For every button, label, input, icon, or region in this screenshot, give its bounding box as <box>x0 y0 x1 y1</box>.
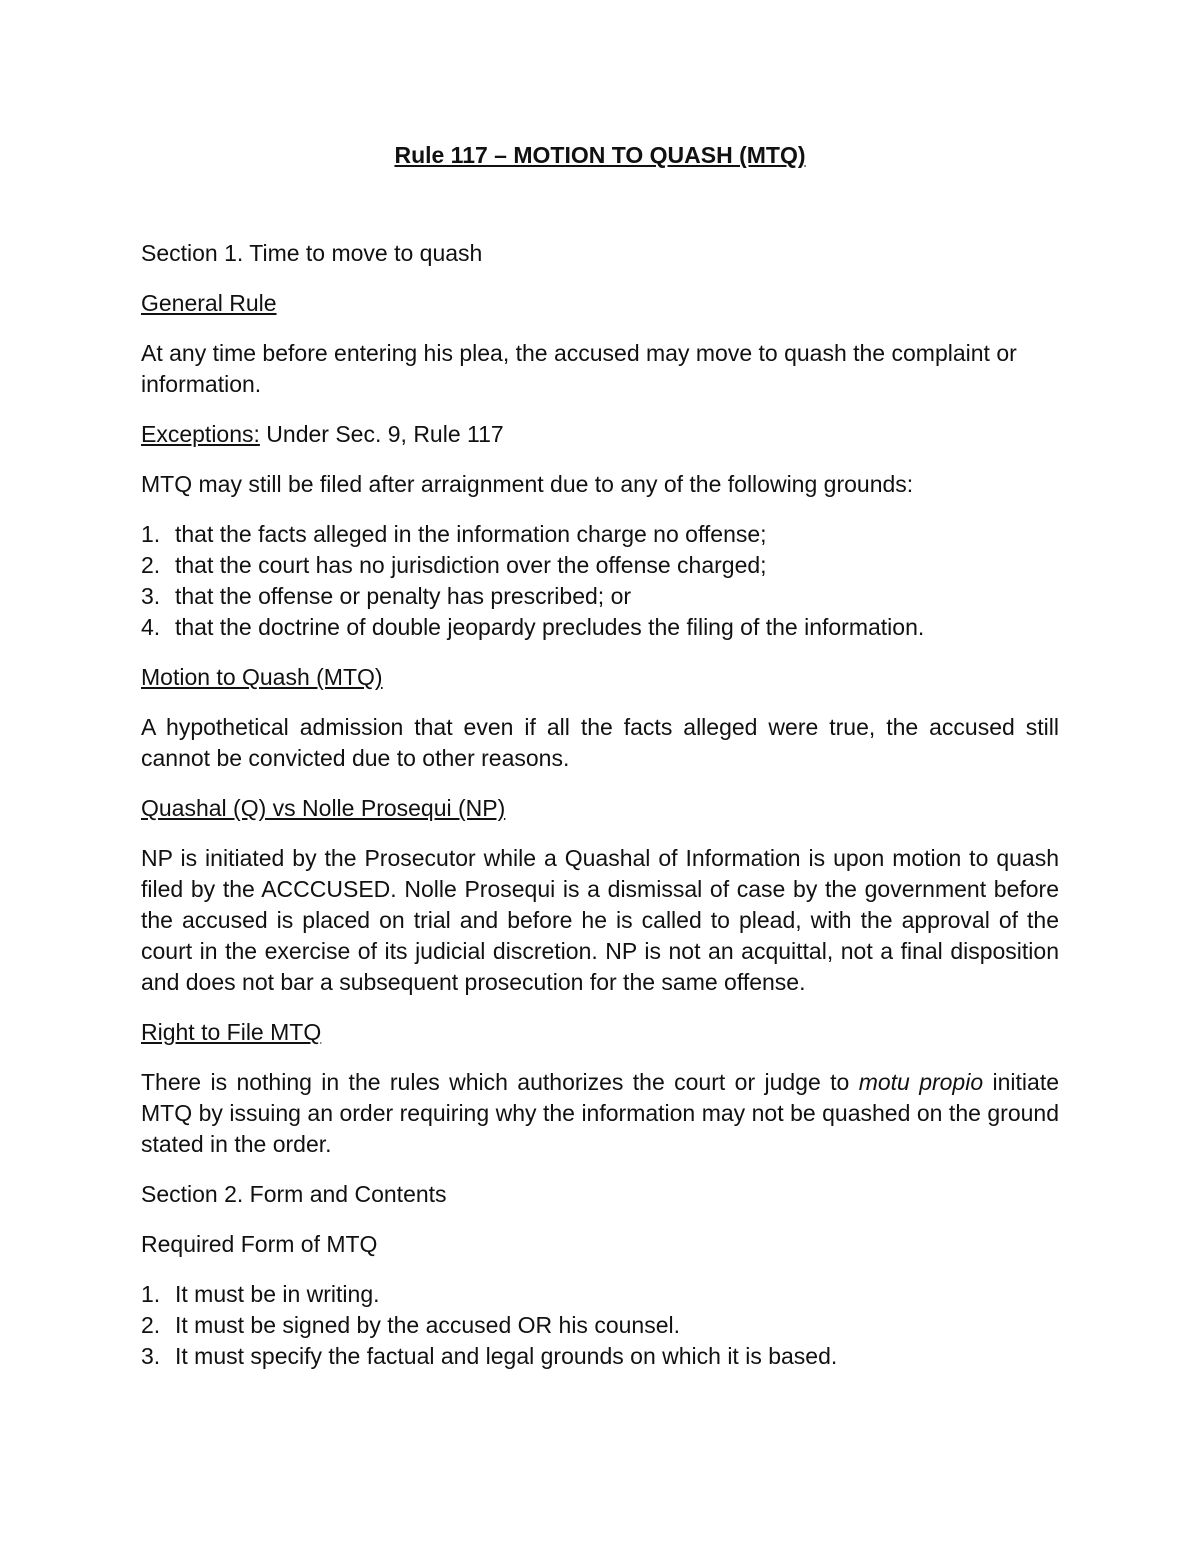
right-to-file-text <box>141 1067 1059 1160</box>
right-text-emphasis: motu propio <box>858 1069 984 1095</box>
list-number: 3. <box>141 1343 161 1369</box>
exceptions-text: Under Sec. 9, Rule 117 <box>259 421 504 447</box>
list-text: It must specify the factual and legal grounds on which it is based. <box>175 1343 838 1369</box>
list-number: 1. <box>141 521 161 547</box>
list-text: It must be in writing. <box>175 1281 380 1307</box>
list-number: 4. <box>141 614 161 640</box>
page-title: Rule 117 – MOTION TO QUASH (MTQ) <box>394 142 806 168</box>
list-item <box>141 519 1059 550</box>
section-1-heading: Section 1. Time to move to quash <box>141 240 483 266</box>
mtq-label: Motion to Quash (MTQ) <box>141 664 383 690</box>
list-text: that the court has no jurisdiction over the offense charged; <box>175 552 767 578</box>
right-text-post: initiate MTQ by issuing an order requiring why the information may not be quashed on the ground stated in the order. <box>141 1069 1059 1157</box>
exceptions-label: Exceptions: <box>141 421 260 447</box>
list-item <box>141 1310 1059 1341</box>
list-item <box>141 1279 1059 1310</box>
list-text: that the offense or penalty has prescribed; or <box>175 583 632 609</box>
right-to-file-label: Right to File MTQ <box>141 1019 322 1045</box>
list-number: 2. <box>141 552 161 578</box>
requirements-list <box>141 1279 1059 1372</box>
quashal-text: NP is initiated by the Prosecutor while a Quashal of Information is upon motion to quash filed by the ACCCUSED. Nolle Prosequi is a dismissal of case by the government before the accused is placed on trial and before he is called to plead, with the approval of the court in the exercise of its judicial discretion. NP is not an acquittal, not a final disposition and does not bar a subsequent prosecution for the same offense. <box>141 845 1059 995</box>
right-text-pre: There is nothing in the rules which authorizes the court or judge to <box>141 1069 859 1095</box>
general-rule-label: General Rule <box>141 290 277 316</box>
list-item <box>141 581 1059 612</box>
list-item <box>141 612 1059 643</box>
list-item <box>141 550 1059 581</box>
list-text: It must be signed by the accused OR his counsel. <box>175 1312 680 1338</box>
document-page <box>141 140 1059 1391</box>
list-text: that the doctrine of double jeopardy precludes the filing of the information. <box>175 614 925 640</box>
list-text: that the facts alleged in the information charge no offense; <box>175 521 767 547</box>
quashal-label: Quashal (Q) vs Nolle Prosequi (NP) <box>141 795 506 821</box>
list-number: 1. <box>141 1281 161 1307</box>
mtq-text: A hypothetical admission that even if all the facts alleged were true, the accused still cannot be convicted due to other reasons. <box>141 714 1059 771</box>
list-number: 2. <box>141 1312 161 1338</box>
general-rule-text: At any time before entering his plea, the accused may move to quash the complaint or information. <box>141 340 1017 397</box>
required-form-label: Required Form of MTQ <box>141 1231 378 1257</box>
list-number: 3. <box>141 583 161 609</box>
grounds-list <box>141 519 1059 643</box>
section-2-heading: Section 2. Form and Contents <box>141 1181 447 1207</box>
list-item <box>141 1341 1059 1372</box>
grounds-intro: MTQ may still be filed after arraignment due to any of the following grounds: <box>141 471 914 497</box>
exceptions-paragraph <box>141 419 1059 450</box>
